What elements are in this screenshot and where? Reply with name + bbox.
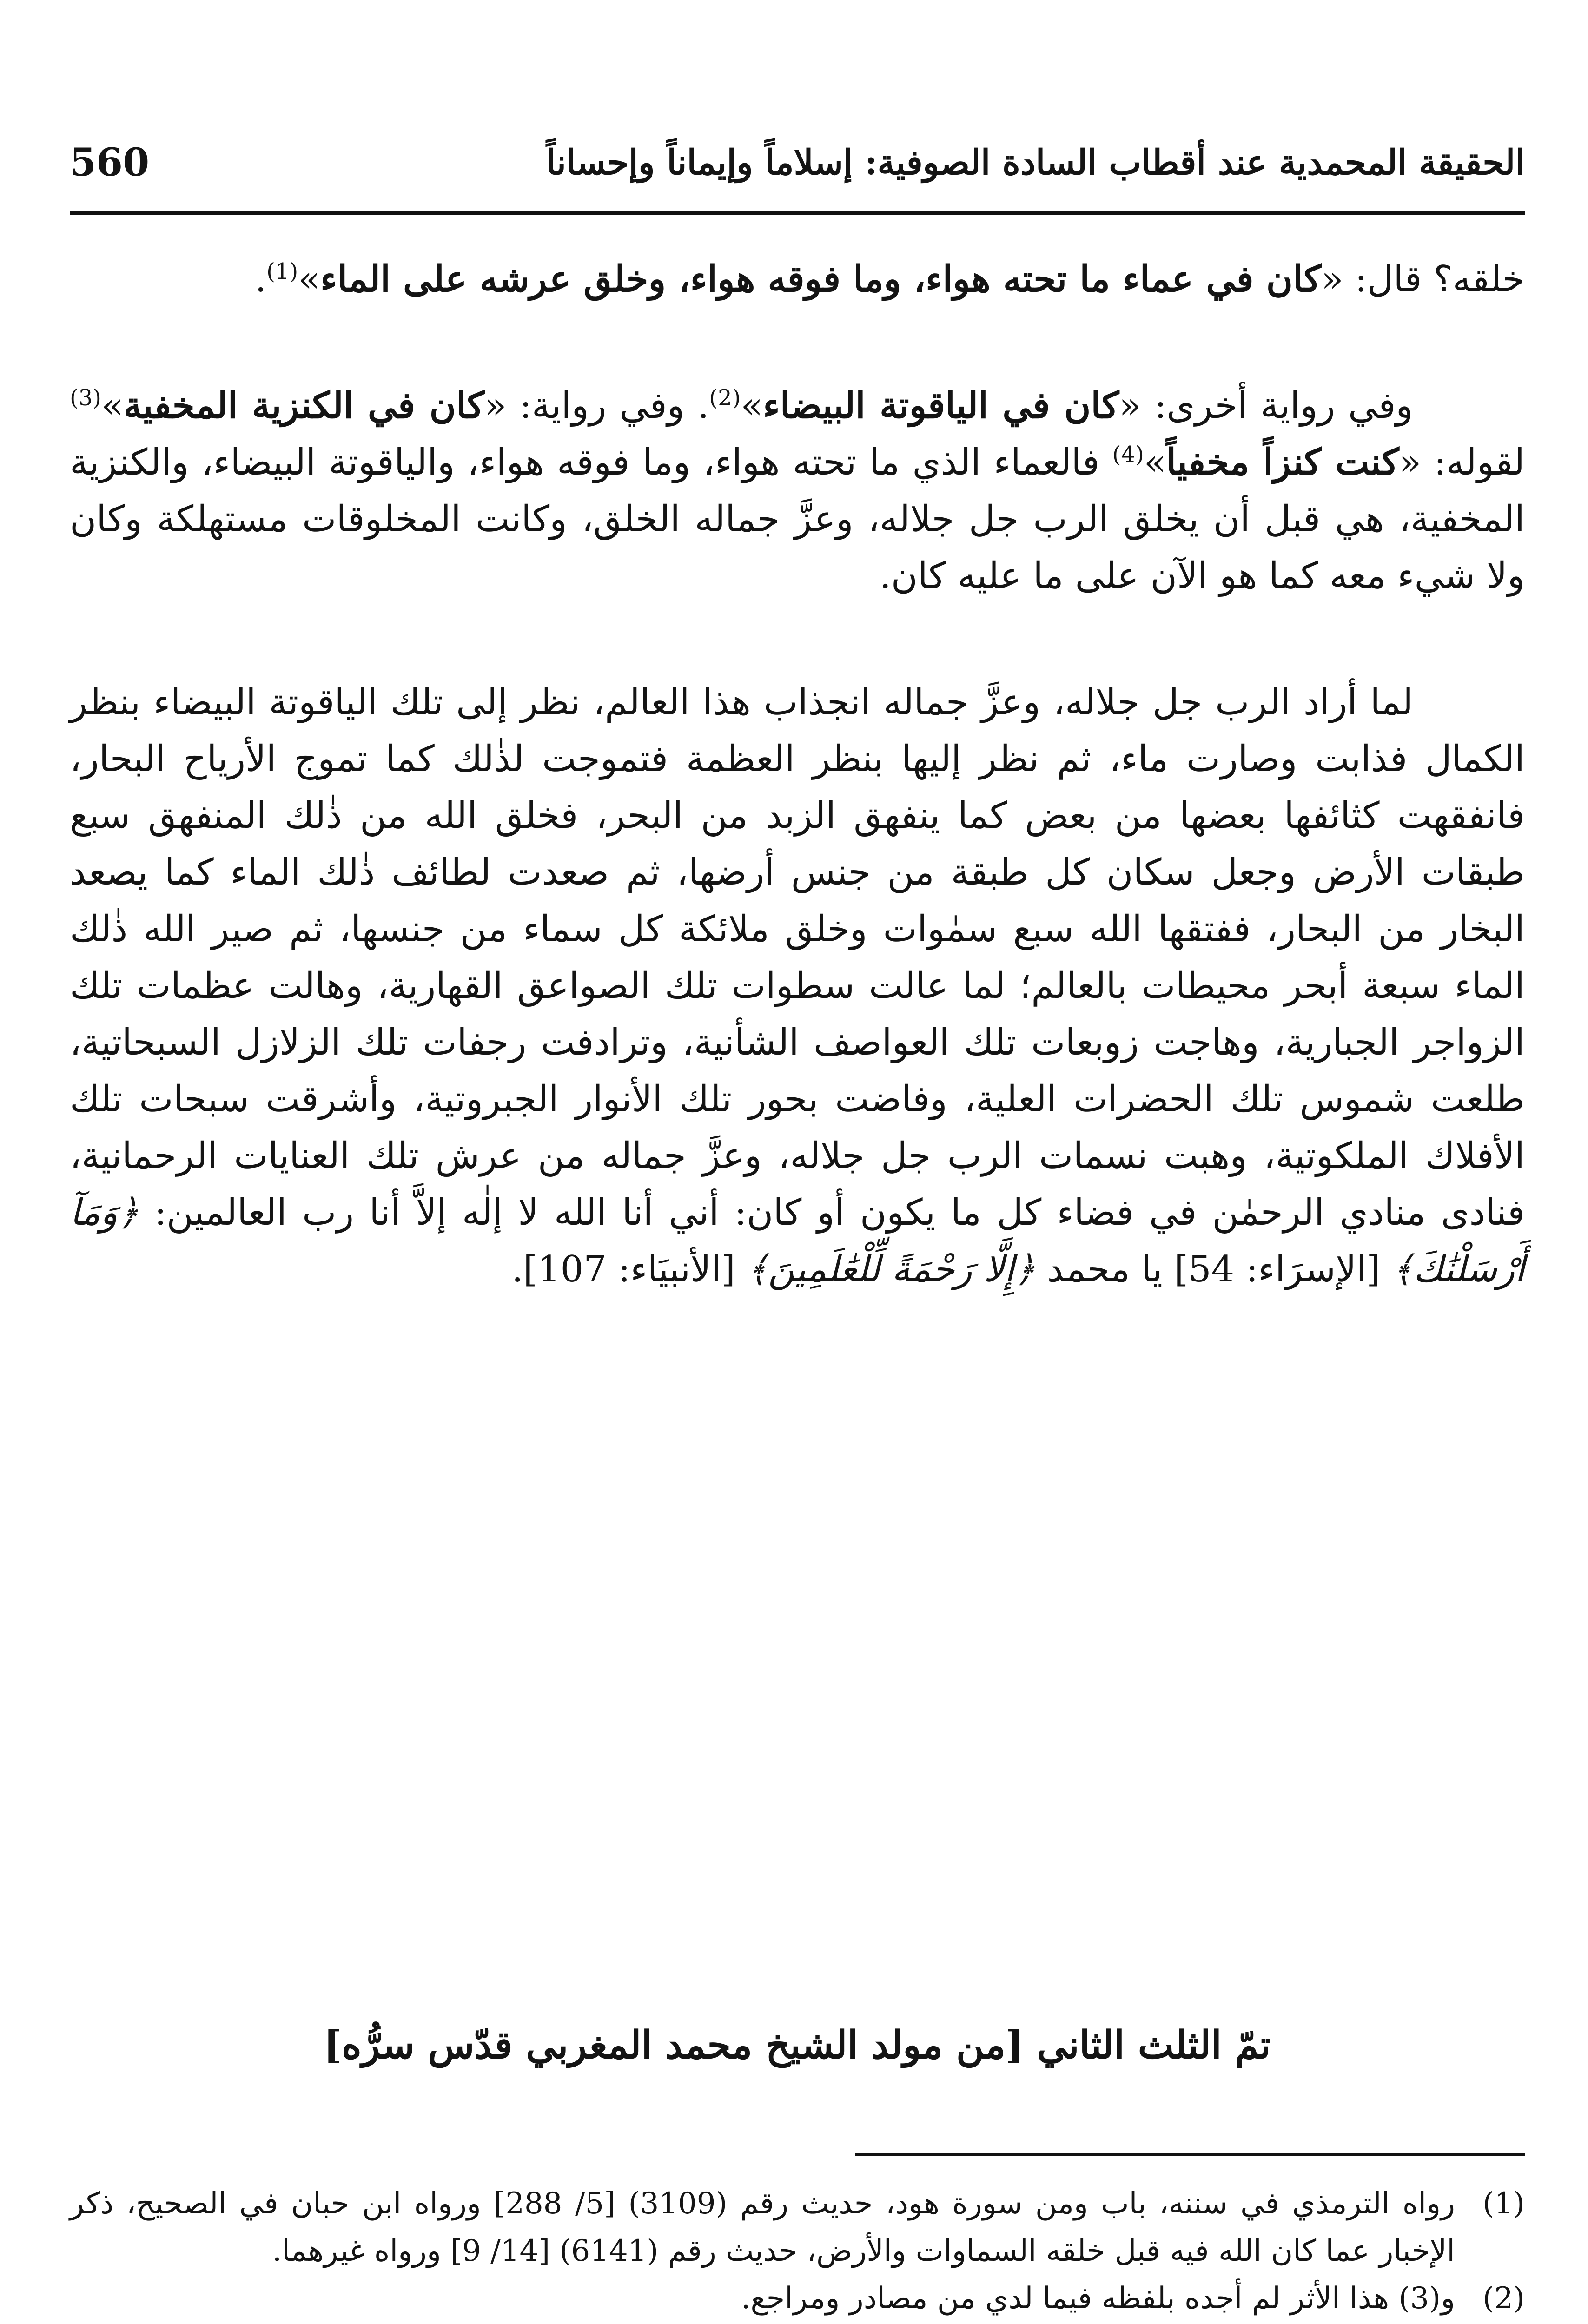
hadith-quote: كان في الياقوتة البيضاء	[763, 384, 1119, 427]
text-run: [الأنبيَاء: 107].	[511, 1248, 747, 1290]
footnote-ref[interactable]: (3)	[70, 385, 102, 411]
page-number: 560	[70, 140, 150, 185]
main-text	[70, 251, 1525, 1298]
hadith-quote: كان في عماء ما تحته هواء، وما فوقه هواء، وخلق عرشه على الماء	[320, 258, 1321, 300]
paragraph-3	[70, 674, 1525, 1298]
text-run: خلقه؟ قال: «	[1321, 258, 1525, 300]
footnote-text: و(3) هذا الأثر لم أجده بلفظه فيما لدي من مصادر ومراجع.	[741, 2281, 1455, 2316]
text-run: »	[298, 258, 320, 300]
text-run: »	[1144, 442, 1166, 483]
text-run: لما أراد الرب جل جلاله، وعزَّ جماله انجذاب هذا العالم، نظر إلى تلك الياقوتة البيضاء بنظر الكمال فذابت وصارت ماء، ثم نظر إليها بنظر العظمة فتموجت لذٰلك كما تموج الأرياح البحار، فانفقهت كثائفها بعضها من بعض كما ينفهق الزبد من البحر، فخلق الله من ذٰلك المنفهق سبع طبقات الأرض وجعل سكان كل طبقة من جنس أرضها، ثم صعدت لطائف ذٰلك الماء كما يصعد البخار من البحار، ففتقها الله سبع سمٰوات وخلق ملائكة كل سماء من جنسها، ثم صير الله ذٰلك الماء سبعة أبحر محيطات بالعالم؛ لما عالت سطوات تلك الصواعق القهارية، وهالت عظمات تلك الزواجر الجبارية، وهاجت زوبعات تلك العواصف الشأنية، وترادفت رجفات تلك الزلازل السبحاتية، طلعت شموس تلك الحضرات العلية، وفاضت بحور تلك الأنوار الجبروتية، وأشرقت سبحات تلك الأفلاك الملكوتية، وهبت نسمات الرب جل جلاله، وعزَّ جماله من عرش تلك العنايات الرحمانية، فنادى منادي الرحمٰن في فضاء كل ما يكون أو كان: أني أنا الله لا إلٰه إلاَّ أنا رب العالمين:	[70, 681, 1525, 1234]
footnote-ref[interactable]: (1)	[266, 258, 298, 284]
footnote-item	[70, 2275, 1525, 2322]
page-header	[70, 135, 1525, 195]
hadith-quote: كان في الكنزية المخفية	[123, 384, 484, 427]
footnote-text	[70, 2322, 1455, 2324]
text-run: . وفي رواية: «	[484, 385, 709, 427]
footnote-number: (1)	[1482, 2186, 1525, 2221]
footnote-ref[interactable]: (4)	[1112, 442, 1144, 468]
text-run: »	[741, 385, 763, 427]
text-run: لقوله: «	[1399, 442, 1525, 483]
footnote-ref[interactable]: (2)	[709, 385, 741, 411]
text-run: فالعماء الذي ما تحته هواء، وما فوقه هواء، والياقوتة البيضاء، والكنزية المخفية، هي قبل أن يخلق الرب جل جلاله، وعزَّ جماله الخلق، وكانت المخلوقات مستهلكة وكان ولا شيء معه كما هو الآن على ما عليه كان.	[70, 442, 1525, 597]
footnote-text: رواه الترمذي في سننه، باب ومن سورة هود، حديث رقم (3109) [5/ 288] ورواه ابن حبان في الصحيح، ذكر الإخبار عما كان الله فيه قبل خلقه السماوات والأرض، حديث رقم (6141) [14/ 9] ورواه غيرهما.	[70, 2186, 1456, 2268]
text-run: [الإسرَاء: 54] يا محمد	[1035, 1248, 1392, 1290]
header-rule	[70, 211, 1525, 215]
section-colophon: تمّ الثلث الثاني [من مولد الشيخ محمد المغربي قدّس سرُّه]	[324, 2023, 1271, 2067]
running-title: الحقيقة المحمدية عند أقطاب السادة الصوفية: إسلاماً وإيماناً وإحساناً	[546, 143, 1525, 183]
paragraph-2	[70, 377, 1525, 604]
footnote-item	[70, 2180, 1525, 2275]
quran-verse: ﴿وَمَآ أَرْسَلْنَٰكَ﴾	[70, 1192, 1525, 1290]
footnote-item	[70, 2322, 1525, 2324]
text-run: .	[255, 258, 267, 300]
quran-verse: ﴿إِلَّا رَحْمَةً لِّلْعَٰلَمِينَ﴾	[747, 1248, 1036, 1290]
footnotes	[70, 2180, 1525, 2324]
text-run: وفي رواية أخرى: «	[1119, 385, 1413, 427]
footnote-number	[1455, 2322, 1525, 2324]
hadith-quote: كنت كنزاً مخفياً	[1166, 441, 1399, 483]
footnote-number: (2)	[1482, 2281, 1525, 2316]
paragraph-1	[70, 251, 1525, 308]
text-run: »	[101, 385, 124, 427]
footnote-rule	[855, 2153, 1525, 2156]
